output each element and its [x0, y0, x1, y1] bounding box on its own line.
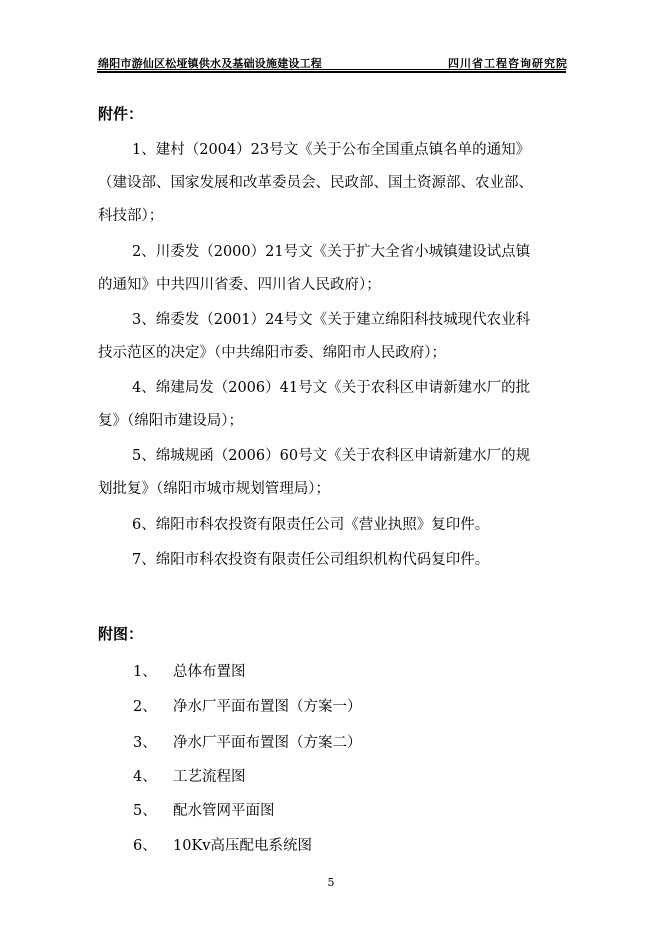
- figure-item-2-number: 2、: [133, 699, 157, 715]
- attachment-item-3: [98, 304, 566, 370]
- figure-item-6-label: 10Kv高压配电系统图: [173, 838, 312, 854]
- attachment-item-6-line-1: 6、绵阳市科农投资有限责任公司《营业执照》复印件。: [132, 517, 490, 533]
- page-number: 5: [327, 876, 335, 889]
- figure-item-4: [133, 765, 246, 786]
- attachment-item-5: [98, 440, 566, 506]
- attachment-item-7: [98, 544, 566, 577]
- figure-item-4-number: 4、: [133, 769, 157, 785]
- figure-item-1-label: 总体布置图: [173, 664, 246, 680]
- figure-item-4-label: 工艺流程图: [173, 769, 246, 785]
- attachment-item-4: [98, 372, 566, 438]
- figure-item-5-number: 5、: [133, 803, 157, 819]
- header-rule-thin: [97, 69, 566, 70]
- figure-item-3-number: 3、: [133, 735, 157, 751]
- figures-title: 附图：: [98, 625, 144, 643]
- figure-item-5-label: 配水管网平面图: [173, 803, 275, 819]
- attachment-item-3-line-2: 技示范区的决定》（中共绵阳市委、绵阳市人民政府）；: [98, 345, 446, 361]
- figure-item-6-number: 6、: [133, 838, 157, 854]
- attachment-item-5-line-1: 5、绵城规函（2006）60号文《关于农科区申请新建水厂的规: [132, 448, 531, 464]
- attachment-item-7-line-1: 7、绵阳市科农投资有限责任公司组织机构代码复印件。: [132, 552, 490, 568]
- figure-item-3-label: 净水厂平面布置图（方案二）: [173, 735, 362, 751]
- attachment-item-1-line-1: 1、建村（2004）23号文《关于公布全国重点镇名单的通知》: [132, 142, 531, 158]
- attachment-item-4-line-1: 4、绵建局发（2006）41号文《关于农科区申请新建水厂的批: [132, 380, 531, 396]
- attachment-item-1: [98, 134, 566, 233]
- attachment-item-1-line-3: 科技部）；: [98, 208, 164, 224]
- header-rule-thick: [97, 71, 566, 73]
- attachment-item-4-line-2: 复》（绵阳市建设局）；: [98, 413, 243, 429]
- attachment-item-5-line-2: 划批复》（绵阳市城市规划管理局）；: [98, 481, 330, 497]
- figure-item-1: [133, 660, 246, 681]
- figure-item-2-label: 净水厂平面布置图（方案一）: [173, 699, 362, 715]
- attachment-item-6: [98, 509, 566, 542]
- attachments-title: 附件：: [98, 105, 144, 123]
- figure-item-2: [133, 695, 362, 716]
- attachment-item-1-line-2: （建设部、国家发展和改革委员会、民政部、国土资源部、农业部、: [98, 175, 533, 191]
- header-project-title: 绵阳市游仙区松垭镇供水及基础设施建设工程: [98, 57, 322, 70]
- figure-item-6: [133, 834, 312, 855]
- figure-item-3: [133, 731, 362, 752]
- attachment-item-2: [98, 236, 566, 302]
- figure-item-5: [133, 799, 275, 820]
- attachment-item-2-line-2: 的通知》中共四川省委、四川省人民政府）；: [98, 277, 381, 293]
- attachment-item-3-line-1: 3、绵委发（2001）24号文《关于建立绵阳科技城现代农业科: [132, 312, 531, 328]
- attachment-item-2-line-1: 2、川委发（2000）21号文《关于扩大全省小城镇建设试点镇: [132, 244, 531, 260]
- figure-item-1-number: 1、: [133, 664, 157, 680]
- header-institute-name: 四川省工程咨询研究院: [448, 57, 568, 70]
